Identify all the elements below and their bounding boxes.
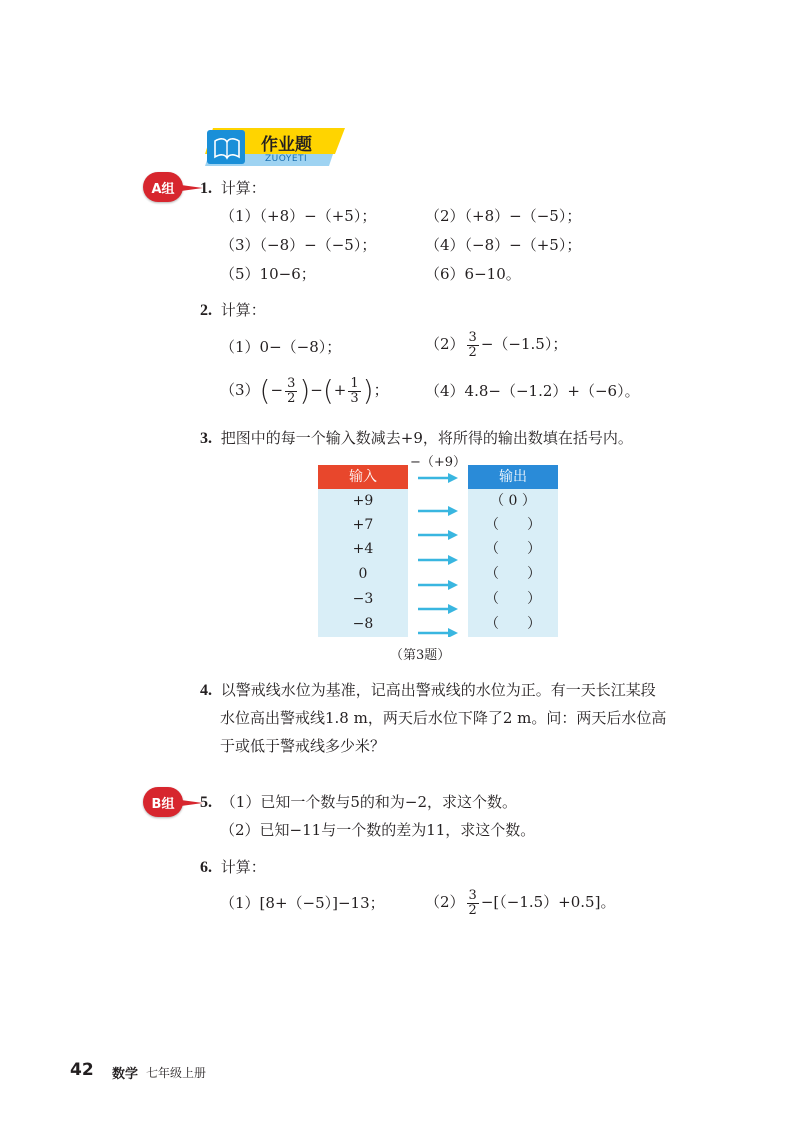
fraction <box>285 377 297 406</box>
homework-header <box>205 128 345 168</box>
q2-part-2 <box>425 326 567 362</box>
group-b-marker <box>143 787 183 817</box>
fraction-denominator: 3 <box>350 390 359 406</box>
question-2-number: 2. <box>200 302 212 319</box>
terminator: ； <box>373 381 389 399</box>
question-1-number: 1. <box>200 180 212 197</box>
fraction-numerator: 3 <box>287 375 296 391</box>
input-value: 0 <box>358 566 368 582</box>
fraction <box>467 331 479 360</box>
question-6-number: 6. <box>200 859 212 876</box>
question-5 <box>200 792 517 813</box>
group-a-badge: A组 <box>143 172 183 202</box>
paren-open: ( <box>259 374 271 407</box>
paren-open: ( <box>322 374 334 407</box>
input-value: −3 <box>352 591 374 607</box>
q2-part-3-label: （3） <box>220 381 260 399</box>
output-blank: （ ） <box>485 591 541 607</box>
q6-part-1: （1）[8+（−5）]−13； <box>220 894 385 912</box>
operation-label: −（+9） <box>409 455 467 470</box>
fraction-denominator: 2 <box>287 390 296 406</box>
output-blank: （ ） <box>485 517 541 533</box>
input-value: +7 <box>352 517 374 533</box>
input-column <box>318 465 408 637</box>
sign: + <box>333 381 347 399</box>
question-4-line: 以警戒线水位为基准，记高出警戒线的水位为正。有一天长江某段 <box>220 681 656 699</box>
q1-item: （5）10−6； <box>220 265 316 283</box>
q1-item: （3）（−8）−（−5）； <box>220 236 377 254</box>
question-3-number: 3. <box>200 430 212 447</box>
io-diagram <box>318 455 558 637</box>
q1-item: （1）（+8）−（+5）； <box>220 207 377 225</box>
paren-close: ) <box>299 374 311 407</box>
question-4-number: 4. <box>200 682 212 699</box>
homework-subtitle: ZUOYETI <box>265 154 308 164</box>
group-b-badge: B组 <box>143 787 183 817</box>
q2-part-2-rest: −（−1.5）； <box>480 335 568 353</box>
output-blank: （ ） <box>485 566 541 582</box>
fraction-numerator: 1 <box>350 375 359 391</box>
q1-item: （2）（+8）−（−5）； <box>425 207 582 225</box>
question-3-stem: 把图中的每一个输入数减去+9，将所得的输出数填在括号内。 <box>220 429 633 447</box>
question-4-line: 水位高出警戒线1.8 m，两天后水位下降了2 m。问：两天后水位高 <box>220 709 667 727</box>
fraction-numerator: 3 <box>468 887 477 903</box>
input-value: −8 <box>352 616 374 632</box>
question-5-line: （1）已知一个数与5的和为−2，求这个数。 <box>220 793 517 811</box>
question-5-line: （2）已知−11与一个数的差为11，求这个数。 <box>220 821 536 839</box>
input-value: +9 <box>352 493 374 509</box>
homework-title: 作业题 <box>261 135 312 155</box>
question-4 <box>200 680 656 701</box>
operator: − <box>310 381 323 399</box>
question-1-stem: 计算： <box>220 179 266 197</box>
footer-subject: 数学 <box>112 1067 139 1082</box>
fraction-denominator: 2 <box>468 344 477 360</box>
question-3 <box>200 428 633 449</box>
q2-part-1: （1）0−（−8）； <box>220 338 342 356</box>
figure-caption: （第3题） <box>390 648 451 663</box>
q6-part-2-label: （2） <box>425 893 465 911</box>
output-blank: （ ） <box>485 616 541 632</box>
page-number: 42 <box>70 1060 94 1080</box>
input-header: 输入 <box>318 465 408 489</box>
question-6 <box>200 857 266 878</box>
q2-part-3 <box>220 372 389 408</box>
output-column <box>468 465 558 637</box>
footer-grade: 七年级上册 <box>146 1066 207 1080</box>
q6-part-2-rest: −[（−1.5）+0.5]。 <box>480 893 616 911</box>
fraction <box>467 889 479 918</box>
fraction-numerator: 3 <box>468 329 477 345</box>
group-a-marker <box>143 172 183 202</box>
fraction <box>348 377 360 406</box>
output-header: 输出 <box>468 465 558 489</box>
q1-item: （6）6−10。 <box>425 265 521 283</box>
question-2-stem: 计算： <box>220 301 266 319</box>
fraction-denominator: 2 <box>468 902 477 918</box>
output-blank: （ ） <box>485 541 541 557</box>
q1-item: （4）（−8）−（+5）； <box>425 236 582 254</box>
output-blank: （ 0 ） <box>490 493 536 509</box>
question-1 <box>200 178 266 199</box>
arrows <box>414 465 464 637</box>
open-book-icon <box>213 135 241 161</box>
paren-close: ) <box>362 374 374 407</box>
input-value: +4 <box>352 541 374 557</box>
question-6-stem: 计算： <box>220 858 266 876</box>
question-2 <box>200 300 266 321</box>
question-4-line: 于或低于警戒线多少米？ <box>220 737 386 755</box>
q6-part-2 <box>425 884 615 920</box>
sign: − <box>270 381 284 399</box>
q2-part-2-label: （2） <box>425 335 465 353</box>
question-5-number: 5. <box>200 794 212 811</box>
q2-part-4: （4）4.8−（−1.2）+（−6）。 <box>425 382 640 400</box>
